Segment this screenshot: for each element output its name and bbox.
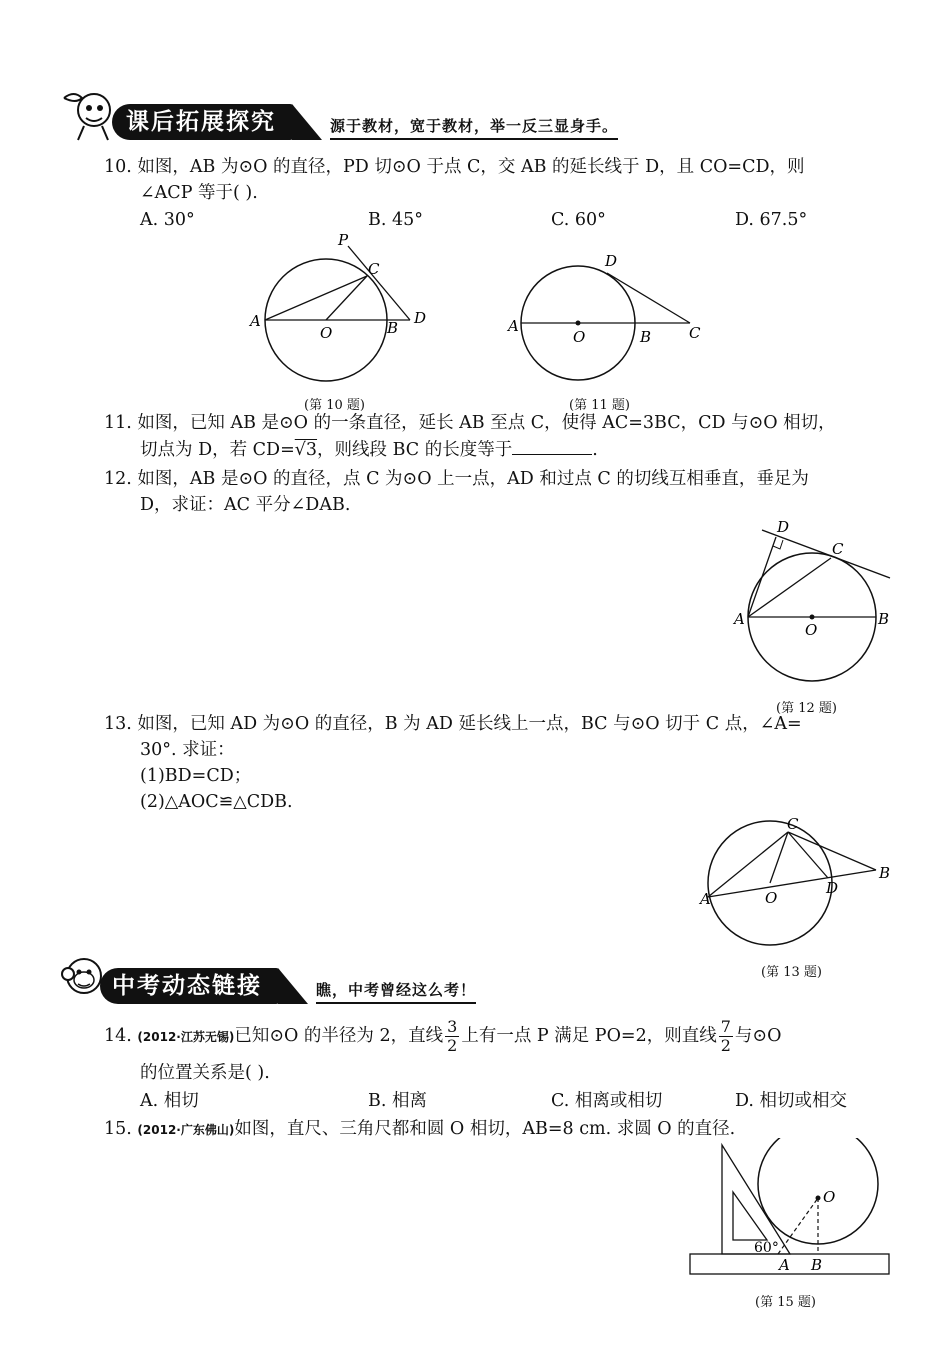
choice-b: B. 45°	[368, 210, 424, 230]
question-text: D，求证：AC 平分∠DAB.	[140, 495, 351, 515]
question-text-2: 切点为 D，若 CD=√3，则线段 BC 的长度等于 .	[104, 436, 836, 463]
caption-15: (第 15 题)	[755, 1295, 816, 1310]
choice-d: D. 相切或相交	[735, 1091, 848, 1111]
label-o: O	[320, 324, 333, 342]
label-a: A	[734, 610, 745, 628]
section-tagline: 源于教材，宽于教材，举一反三显身手。	[330, 115, 618, 140]
set-square-inner	[733, 1192, 767, 1240]
label-p: P	[338, 231, 349, 249]
source-tag: (2012·广东佛山)	[137, 1123, 235, 1137]
question-13	[104, 711, 802, 815]
center-dot	[816, 1196, 821, 1201]
choice-b: B. 相离	[368, 1091, 427, 1111]
question-10	[104, 154, 805, 206]
caption-13: (第 13 题)	[761, 965, 822, 980]
tangent-pd	[348, 246, 410, 320]
figure-15	[685, 1138, 895, 1288]
question-part-1: (1)BD=CD；	[140, 766, 252, 786]
figure-11	[505, 250, 715, 395]
label-a: A	[508, 317, 519, 335]
label-angle: 60°	[754, 1240, 779, 1256]
question-11	[104, 410, 836, 463]
question-text: 11. 如图，已知 AB 是⊙O 的一条直径，延长 AB 至点 C，使得 AC=3BC，CD 与⊙O 相切，	[104, 413, 836, 433]
center-dot	[576, 321, 581, 326]
segment-ao	[778, 1198, 818, 1254]
source-tag: (2012·江苏无锡)	[137, 1030, 235, 1044]
section-banner-extension	[112, 104, 618, 140]
caption-12: (第 12 题)	[776, 701, 837, 716]
question-14: 14. (2012·江苏无锡)已知⊙O 的半径为 2，直线 $\frac{3}{2}$ 上有一点 P 满足 PO=2，则直线 $\frac{7}{2}$ 与⊙O	[104, 1017, 782, 1055]
choice-a: A. 相切	[140, 1091, 199, 1111]
label-d: D	[777, 518, 790, 536]
label-o: O	[823, 1188, 836, 1206]
section-title: 中考动态链接	[100, 968, 280, 1004]
center-dot	[810, 615, 815, 620]
set-square-outer	[722, 1145, 790, 1254]
choice-c: C. 相离或相切	[551, 1091, 663, 1111]
chord-ac	[265, 276, 367, 320]
section-title: 课后拓展探究	[112, 104, 294, 140]
section-tagline: 瞧，中考曾经这么考！	[316, 979, 476, 1004]
caption-11: (第 11 题)	[569, 398, 630, 413]
choice-c: C. 60°	[551, 210, 606, 230]
label-a: A	[779, 1256, 790, 1274]
segment-ac	[748, 558, 831, 617]
tangent-bc	[788, 832, 876, 870]
label-o: O	[765, 889, 778, 907]
label-o: O	[805, 621, 818, 639]
label-d: D	[414, 309, 427, 327]
question-text: 13. 如图，已知 AD 为⊙O 的直径，B 为 AD 延长线上一点，BC 与⊙O 切于 C 点，∠A=	[104, 714, 802, 734]
sqrt-3: √3	[294, 440, 318, 460]
tangent-cd	[607, 273, 690, 323]
segment-ad	[748, 537, 776, 617]
label-c: C	[368, 260, 380, 278]
label-c: C	[832, 540, 844, 558]
label-d: D	[826, 879, 839, 897]
figure-10	[240, 228, 440, 398]
question-text: ∠ACP 等于( ).	[140, 183, 258, 203]
label-b: B	[640, 328, 652, 346]
caption-10: (第 10 题)	[304, 398, 365, 413]
question-text: 的位置关系是( ).	[140, 1063, 270, 1083]
label-b: B	[879, 864, 891, 882]
label-d: D	[605, 252, 618, 270]
choice-d: D. 67.5°	[735, 210, 808, 230]
question-text: 10. 如图，AB 为⊙O 的直径，PD 切⊙O 于点 C，交 AB 的延长线于 D，且 CO=CD，则	[104, 157, 805, 177]
question-15: 15. (2012·广东佛山)如图，直尺、三角尺都和圆 O 相切，AB=8 cm. 求圆 O 的直径.	[104, 1119, 736, 1139]
fraction-7-2: $\frac{7}{2}$	[720, 1017, 731, 1055]
question-12	[104, 466, 809, 518]
label-b: B	[878, 610, 890, 628]
answer-blank[interactable]	[512, 436, 592, 455]
choice-a: A. 30°	[140, 210, 195, 230]
label-c: C	[787, 815, 799, 833]
question-text: 12. 如图，AB 是⊙O 的直径，点 C 为⊙O 上一点，AD 和过点 C 的切线互相垂直，垂足为	[104, 469, 809, 489]
label-c: C	[689, 324, 701, 342]
banner-arrow	[278, 968, 308, 1004]
segment-cd	[788, 832, 828, 878]
tangent-line	[762, 530, 890, 578]
section-banner-exam	[100, 968, 476, 1004]
label-a: A	[250, 312, 261, 330]
radius-oc	[326, 276, 367, 320]
figure-12	[730, 515, 900, 700]
label-b: B	[387, 319, 399, 337]
label-o: O	[573, 328, 586, 346]
label-a: A	[700, 890, 711, 908]
line-ab	[708, 870, 876, 897]
question-text: 30°. 求证：	[140, 740, 235, 760]
banner-arrow	[292, 104, 322, 140]
label-b: B	[811, 1256, 823, 1274]
fraction-3-2: $\frac{3}{2}$	[447, 1017, 458, 1055]
question-part-2: (2)△AOC≌△CDB.	[140, 792, 293, 812]
figure-13	[695, 815, 895, 965]
